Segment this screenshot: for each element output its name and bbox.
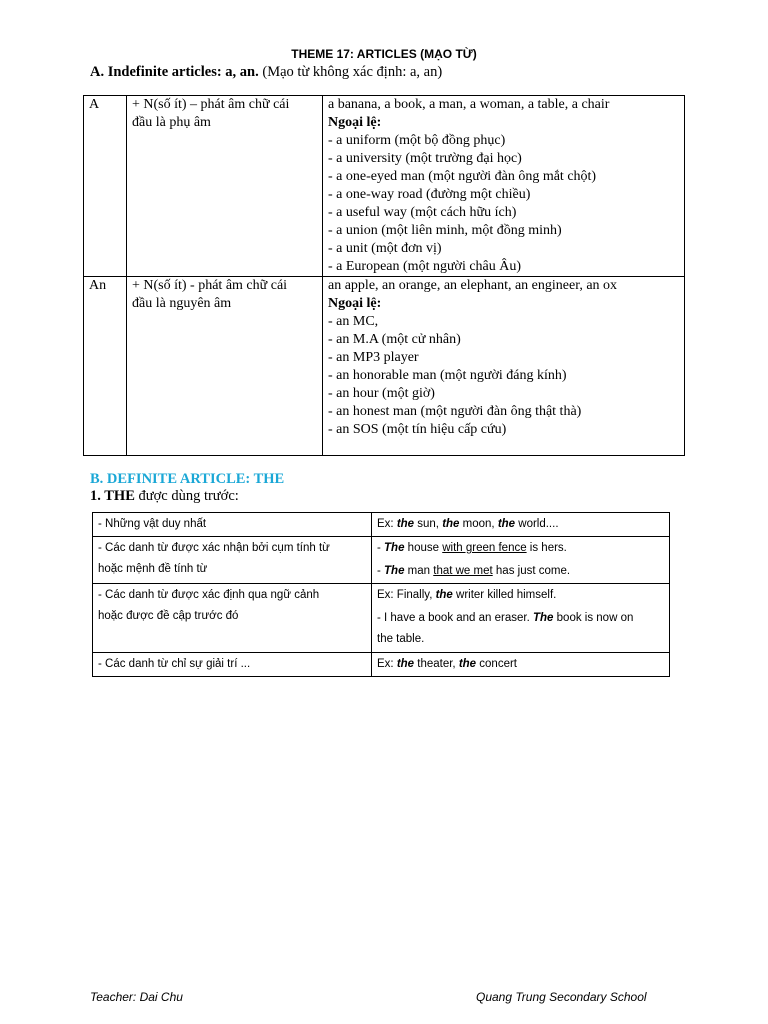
examples-cell	[323, 277, 685, 456]
example-line	[377, 513, 664, 535]
usage-line: - Các danh từ được xác nhận bởi cụm tính từ	[98, 542, 330, 554]
exception-item: - a one-way road (đường một chiều)	[328, 187, 531, 202]
exceptions-label: Ngoại lệ:	[328, 115, 382, 130]
section-a-heading	[90, 64, 442, 81]
example-line	[377, 537, 664, 559]
example-text: writer killed himself.	[452, 589, 557, 601]
example-text: man	[404, 565, 434, 577]
rule-line: đầu là phụ âm	[132, 115, 211, 130]
section-b-heading: B. DEFINITE ARTICLE: THE	[90, 471, 285, 487]
example-text: concert	[476, 658, 517, 670]
exception-item: - a uniform (một bộ đồng phục)	[328, 133, 506, 148]
table-row	[93, 653, 670, 677]
example-cell	[372, 653, 670, 677]
example-text: is hers.	[526, 542, 567, 554]
table-row	[93, 513, 670, 537]
table-row	[93, 537, 670, 584]
indefinite-articles-table	[83, 95, 685, 456]
exception-item: - a European (một người châu Âu)	[328, 259, 522, 274]
article-keyword: the	[396, 658, 415, 670]
rule-line: đầu là nguyên âm	[132, 296, 232, 311]
usage-line: hoặc mệnh đề tính từ	[98, 563, 208, 575]
example-text: sun,	[414, 518, 443, 530]
example-line	[377, 561, 664, 582]
example-text: house	[404, 542, 443, 554]
table-row	[84, 96, 685, 277]
example-text: book is now on	[553, 612, 634, 624]
subheading-rest: được dùng trước:	[134, 488, 239, 504]
usage-cell	[93, 653, 372, 677]
usage-cell	[93, 513, 372, 537]
example-line	[377, 653, 664, 675]
example-text: has just come.	[492, 565, 571, 577]
rule-cell	[127, 277, 323, 456]
underlined-phrase: that we met	[433, 565, 493, 577]
exception-item: - an MC,	[328, 314, 379, 329]
example-cell	[372, 513, 670, 537]
example-line: the table.	[377, 633, 425, 645]
section-a-heading-bold: A. Indefinite articles: a, an.	[90, 64, 259, 80]
example-text: -	[377, 565, 385, 577]
examples-line: an apple, an orange, an elephant, an engineer, an ox	[328, 278, 618, 293]
example-text: Ex:	[377, 658, 397, 670]
underlined-phrase: with green fence	[442, 542, 527, 554]
article-cell: An	[84, 277, 127, 456]
rule-line: + N(số ít) - phát âm chữ cái	[132, 278, 288, 293]
usage-line: - Các danh từ được xác định qua ngữ cảnh	[98, 589, 320, 601]
article-keyword: the	[435, 589, 453, 601]
example-text: - I have a book and an eraser.	[377, 612, 533, 624]
exception-item: - a union (một liên minh, một đồng minh)	[328, 223, 562, 238]
example-cell	[372, 584, 670, 653]
exceptions-label: Ngoại lệ:	[328, 296, 382, 311]
footer-school: Quang Trung Secondary School	[476, 990, 647, 1004]
rule-cell	[127, 96, 323, 277]
page-title: THEME 17: ARTICLES (MẠO TỪ)	[291, 47, 477, 61]
usage-cell	[93, 584, 372, 653]
example-text: theater,	[414, 658, 459, 670]
exception-item: - an M.A (một cử nhân)	[328, 332, 461, 347]
exception-item: - an MP3 player	[328, 350, 419, 365]
usage-line: hoặc được đề cập trước đó	[98, 610, 239, 622]
usage-line: - Những vật duy nhất	[98, 518, 207, 530]
article-keyword: The	[533, 612, 554, 624]
usage-line: - Các danh từ chỉ sự giải trí ...	[98, 658, 251, 670]
exception-item: - a one-eyed man (một người đàn ông mắt chột)	[328, 169, 597, 184]
footer-teacher: Teacher: Dai Chu	[90, 990, 183, 1004]
article-keyword: the	[442, 518, 460, 530]
article-keyword: The	[384, 565, 405, 577]
example-text: world....	[515, 518, 559, 530]
examples-line: a banana, a book, a man, a woman, a table, a chair	[328, 97, 610, 112]
subheading-bold: 1. THE	[90, 488, 135, 504]
usage-cell	[93, 537, 372, 584]
example-cell	[372, 537, 670, 584]
article-cell: A	[84, 96, 127, 277]
example-text: Ex:	[377, 518, 397, 530]
example-text: moon,	[459, 518, 498, 530]
example-line	[377, 608, 664, 629]
example-text: -	[377, 542, 385, 554]
example-line	[377, 584, 664, 606]
table-row	[93, 584, 670, 653]
section-b-subheading	[90, 488, 239, 505]
exception-item: - a university (một trường đại học)	[328, 151, 522, 166]
example-text: Ex: Finally,	[377, 589, 436, 601]
exception-item: - an honorable man (một người đáng kính)	[328, 368, 567, 383]
article-keyword: the	[497, 518, 516, 530]
examples-cell	[323, 96, 685, 277]
exception-item: - a useful way (một cách hữu ích)	[328, 205, 517, 220]
article-keyword: The	[384, 542, 405, 554]
table-row	[84, 277, 685, 456]
exception-item: - an hour (một giờ)	[328, 386, 435, 401]
article-keyword: the	[396, 518, 415, 530]
exception-item: - a unit (một đơn vị)	[328, 241, 442, 256]
exception-item: - an honest man (một người đàn ông thật thà)	[328, 404, 582, 419]
exception-item: - an SOS (một tín hiệu cấp cứu)	[328, 422, 507, 437]
section-a-heading-rest: (Mạo từ không xác định: a, an)	[258, 64, 443, 80]
definite-article-table	[92, 512, 670, 677]
rule-line: + N(số ít) – phát âm chữ cái	[132, 97, 290, 112]
article-keyword: the	[458, 658, 477, 670]
